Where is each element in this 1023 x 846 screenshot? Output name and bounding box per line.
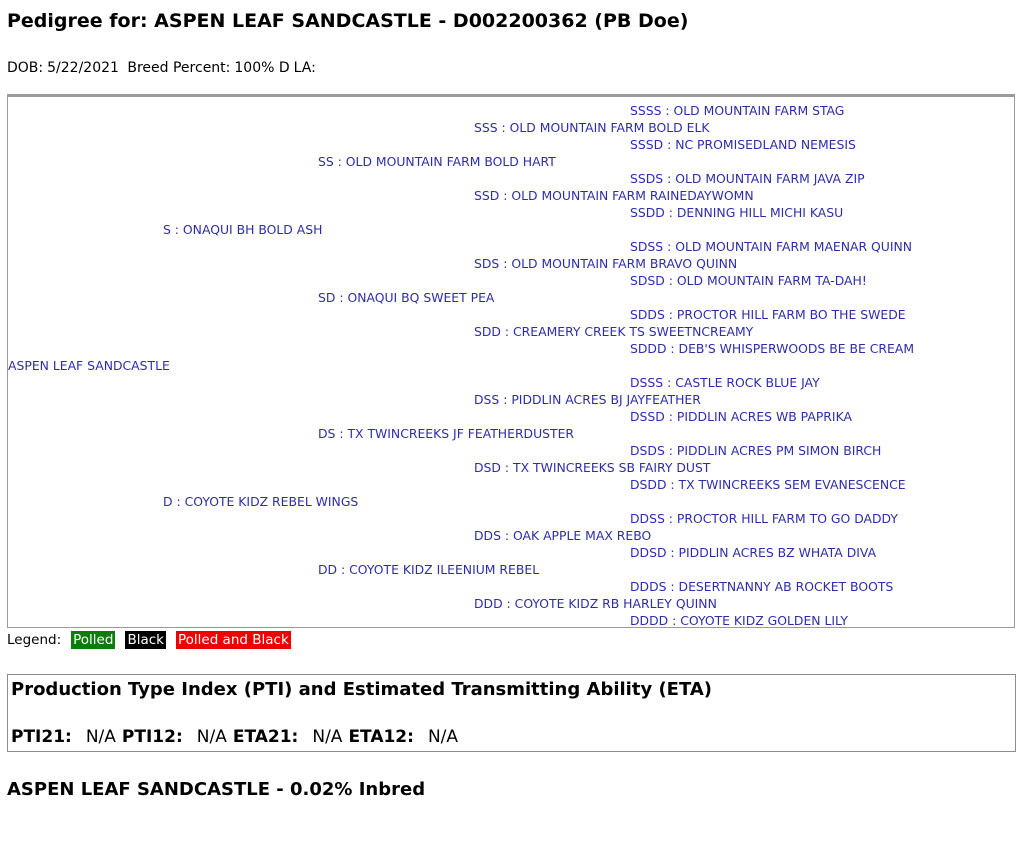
pedigree-dsss[interactable]: DSSS : CASTLE ROCK BLUE JAY: [630, 375, 820, 390]
pedigree-sdsd[interactable]: SDSD : OLD MOUNTAIN FARM TA-DAH!: [630, 273, 867, 288]
pti21-value: N/A: [85, 727, 116, 747]
pti-eta-title: Production Type Index (PTI) and Estimated Transmitting Ability (ETA): [11, 679, 713, 700]
pedigree-dss[interactable]: DSS : PIDDLIN ACRES BJ JAYFEATHER: [474, 392, 701, 407]
pti-eta-panel: [7, 674, 1016, 752]
pedigree-dsdd[interactable]: DSDD : TX TWINCREEKS SEM EVANESCENCE: [630, 477, 906, 492]
breed-percent-label: Breed Percent:: [127, 60, 231, 76]
dob-line: [7, 60, 320, 76]
pedigree-sdd[interactable]: SDD : CREAMERY CREEK TS SWEETNCREAMY: [474, 324, 754, 339]
legend-black: Black: [127, 632, 164, 648]
pedigree-dsds[interactable]: DSDS : PIDDLIN ACRES PM SIMON BIRCH: [630, 443, 882, 458]
pedigree-ddd[interactable]: DDD : COYOTE KIDZ RB HARLEY QUINN: [474, 596, 717, 611]
pedigree-sds[interactable]: SDS : OLD MOUNTAIN FARM BRAVO QUINN: [474, 256, 738, 271]
pedigree-sssd[interactable]: SSSD : NC PROMISEDLAND NEMESIS: [630, 137, 856, 152]
legend-label: Legend:: [7, 632, 62, 648]
pedigree-dddd[interactable]: DDDD : COYOTE KIDZ GOLDEN LILY: [630, 613, 848, 628]
pedigree-d[interactable]: D : COYOTE KIDZ REBEL WINGS: [163, 494, 359, 509]
pedigree-dd[interactable]: DD : COYOTE KIDZ ILEENIUM REBEL: [318, 562, 540, 577]
pti12-label: PTI12:: [121, 727, 183, 747]
pedigree-sddd[interactable]: SDDD : DEB'S WHISPERWOODS BE BE CREAM: [630, 341, 915, 356]
eta21-value: N/A: [312, 727, 343, 747]
la-label: LA:: [293, 60, 316, 76]
pedigree-s[interactable]: S : ONAQUI BH BOLD ASH: [163, 222, 323, 237]
page-title: Pedigree for: ASPEN LEAF SANDCASTLE - D002200362 (PB Doe): [7, 10, 689, 32]
dob-value: 5/22/2021: [47, 60, 119, 76]
pedigree-dsd[interactable]: DSD : TX TWINCREEKS SB FAIRY DUST: [474, 460, 711, 475]
pti12-value: N/A: [196, 727, 227, 747]
legend-polled-and-black: Polled and Black: [177, 632, 289, 648]
eta12-label: ETA12:: [348, 727, 414, 747]
inbred-coefficient: ASPEN LEAF SANDCASTLE - 0.02% Inbred: [7, 779, 426, 800]
pedigree-chart: [7, 94, 1015, 628]
dob-label: DOB:: [7, 60, 44, 76]
pedigree-ss[interactable]: SS : OLD MOUNTAIN FARM BOLD HART: [318, 154, 556, 169]
pti21-label: PTI21:: [11, 727, 72, 747]
eta21-label: ETA21:: [232, 727, 299, 747]
pedigree-dssd[interactable]: DSSD : PIDDLIN ACRES WB PAPRIKA: [630, 409, 852, 424]
pedigree-sd[interactable]: SD : ONAQUI BQ SWEET PEA: [318, 290, 495, 305]
pedigree-ddds[interactable]: DDDS : DESERTNANNY AB ROCKET BOOTS: [630, 579, 894, 594]
pedigree-ssds[interactable]: SSDS : OLD MOUNTAIN FARM JAVA ZIP: [630, 171, 865, 186]
breed-percent-value: 100% D: [234, 60, 290, 76]
pedigree-dds[interactable]: DDS : OAK APPLE MAX REBO: [474, 528, 652, 543]
pedigree-sss[interactable]: SSS : OLD MOUNTAIN FARM BOLD ELK: [474, 120, 710, 135]
pedigree-self[interactable]: ASPEN LEAF SANDCASTLE: [8, 358, 170, 373]
pedigree-ssss[interactable]: SSSS : OLD MOUNTAIN FARM STAG: [630, 103, 845, 118]
pedigree-ddss[interactable]: DDSS : PROCTOR HILL FARM TO GO DADDY: [630, 511, 898, 526]
legend-polled: Polled: [73, 632, 114, 648]
pedigree-sdss[interactable]: SDSS : OLD MOUNTAIN FARM MAENAR QUINN: [630, 239, 913, 254]
pedigree-ds[interactable]: DS : TX TWINCREEKS JF FEATHERDUSTER: [318, 426, 575, 441]
pedigree-ssdd[interactable]: SSDD : DENNING HILL MICHI KASU: [630, 205, 844, 220]
pti-eta-values: [11, 727, 464, 747]
pedigree-ddsd[interactable]: DDSD : PIDDLIN ACRES BZ WHATA DIVA: [630, 545, 877, 560]
eta12-value: N/A: [427, 727, 459, 747]
legend: [7, 631, 301, 649]
pedigree-ssd[interactable]: SSD : OLD MOUNTAIN FARM RAINEDAYWOMN: [474, 188, 754, 203]
pedigree-sdds[interactable]: SDDS : PROCTOR HILL FARM BO THE SWEDE: [630, 307, 906, 322]
